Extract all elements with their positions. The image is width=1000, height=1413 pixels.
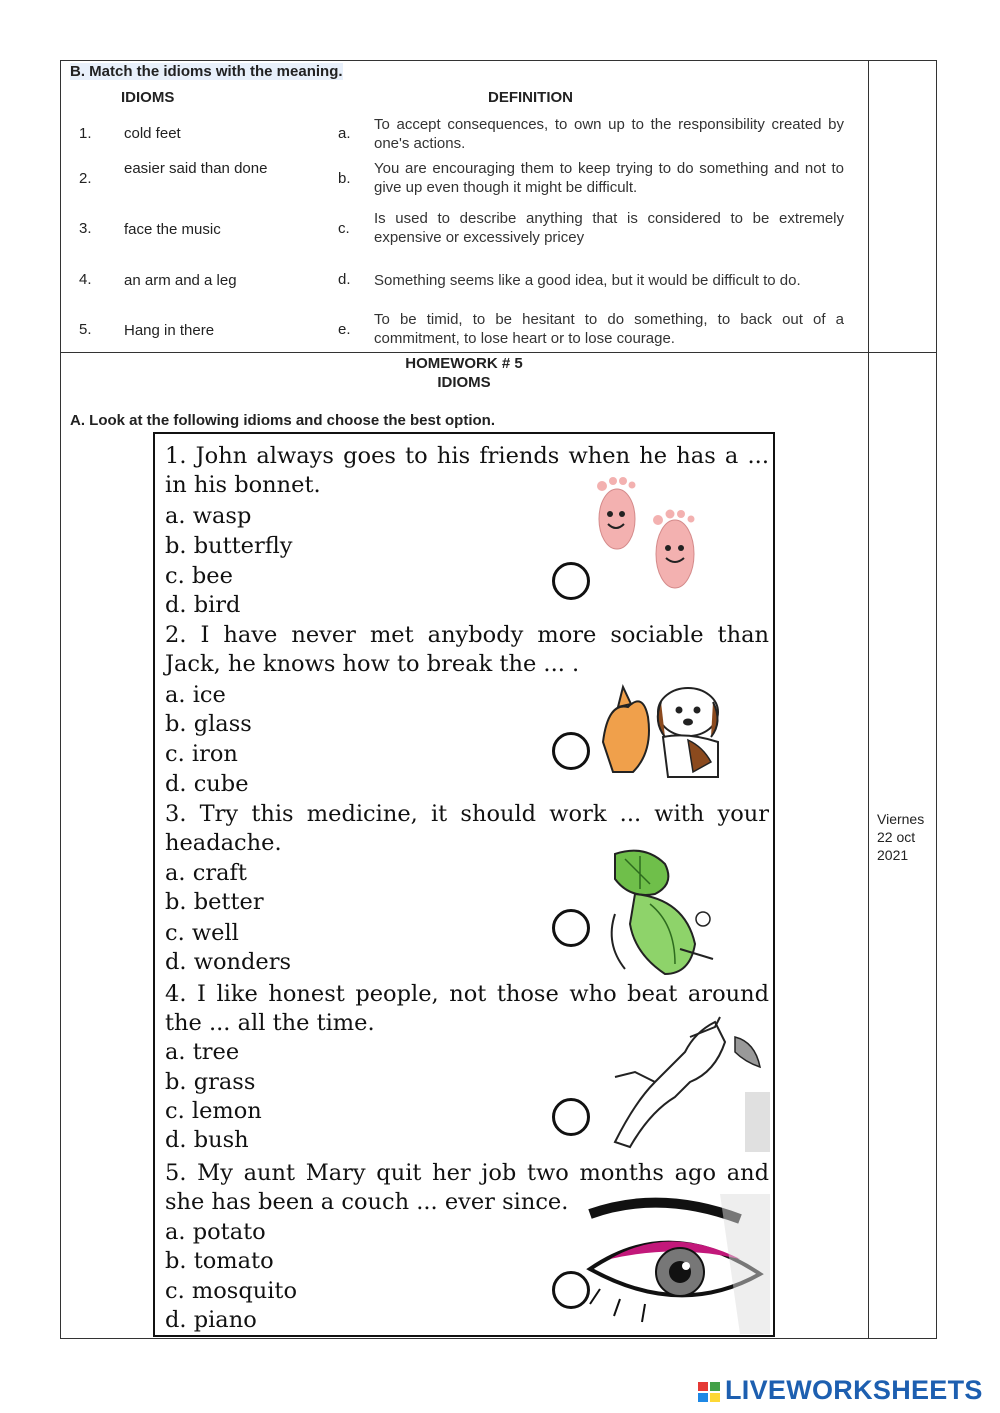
date-cell [877,810,933,864]
date-column-divider [868,61,869,1339]
date-date: 22 oct [877,829,916,845]
eye-icon [570,1194,770,1334]
idiom-text: easier said than done [124,160,268,177]
definition-text: Something seems like a good idea, but it would be difficult to do. [374,272,801,289]
homework-subtitle: IDIOMS [437,374,491,391]
option: d. piano [165,1307,257,1333]
option: c. well [165,920,239,946]
definition-letter: b. [338,170,351,187]
definition-letter: e. [338,321,351,338]
definition-text: To be timid, to be hesitant to do something, to back out of a commitment, to lose heart or to lose courage. [374,311,844,347]
idiom-text: cold feet [124,125,181,142]
option: a. potato [165,1219,266,1245]
idiom-text: Hang in there [124,322,215,339]
option: d. wonders [165,949,292,975]
definition-text: To accept consequences, to own up to the responsibility created by one's actions. [374,116,844,152]
question-text: 1. John always goes to his friends when he has a ... in his bonnet. [165,443,769,498]
option: b. grass [165,1069,256,1095]
option: c. mosquito [165,1278,298,1304]
option: c. iron [165,741,238,767]
liveworksheets-logo-icon [698,1380,722,1404]
answer-circle[interactable] [552,1098,590,1136]
homework-title: HOMEWORK # 5 [405,355,523,372]
question-text: 5. My aunt Mary quit her job two months ago and she has been a couch ... ever since. [165,1160,769,1215]
pea-pod-icon [595,844,725,979]
definition-letter: a. [338,125,351,142]
brand-name[interactable]: LIVEWORKSHEETS [725,1375,983,1405]
date-year: 2021 [877,847,909,863]
option: a. ice [165,682,226,708]
exercise-panel [153,432,775,1337]
row-number: 2. [79,170,92,187]
option: b. tomato [165,1248,274,1274]
dog-and-cat-icon [593,662,743,787]
option: d. cube [165,771,249,797]
row-number: 4. [79,271,92,288]
option: d. bush [165,1127,249,1153]
option: b. glass [165,711,252,737]
option: b. better [165,889,264,915]
idiom-text: an arm and a leg [124,272,237,289]
option: c. bee [165,563,233,589]
row-number: 1. [79,125,92,142]
section-a-title: A. Look at the following idioms and choose the best option. [70,412,496,429]
answer-circle[interactable] [552,909,590,947]
definition-letter: d. [338,271,351,288]
option: a. tree [165,1039,240,1065]
date-day: Viernes [877,811,925,827]
idioms-column-header: IDIOMS [121,89,175,106]
smiling-feet-icon [580,474,730,594]
definition-text: You are encouraging them to keep trying to do something and not to give up even though it might be difficult. [374,160,844,196]
answer-circle[interactable] [552,732,590,770]
option: d. bird [165,592,241,618]
section-b-title: B. Match the idioms with the meaning. [70,63,343,80]
row-number: 5. [79,321,92,338]
option: c. lemon [165,1098,262,1124]
definition-letter: c. [338,220,350,237]
definition-column-header: DEFINITION [488,89,573,106]
idiom-text: face the music [124,221,221,238]
option: a. craft [165,860,247,886]
question-text: 4. I like honest people, not those who beat around the ... all the time. [165,981,769,1036]
section-divider [61,352,937,353]
question-text: 2. I have never met anybody more sociable than Jack, he knows how to break the ... . [165,622,769,677]
pointing-hand-icon [595,1012,775,1152]
definition-text: Is used to describe anything that is considered to be extremely expensive or excessively pricey [374,210,844,246]
option: a. wasp [165,503,252,529]
row-number: 3. [79,220,92,237]
option: b. butterfly [165,533,293,559]
question-text: 3. Try this medicine, it should work ... with your headache. [165,801,769,856]
